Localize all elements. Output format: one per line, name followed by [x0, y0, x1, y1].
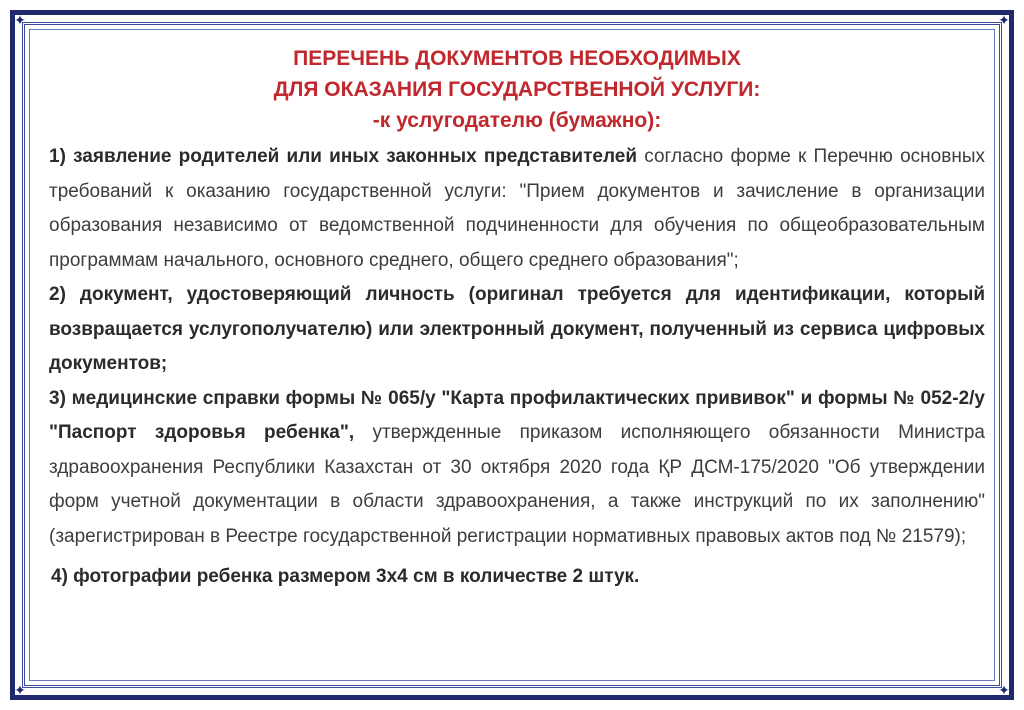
list-item-3 — [49, 382, 985, 555]
page-title-line1: ПЕРЕЧЕНЬ ДОКУМЕНТОВ НЕОБХОДИМЫХ — [293, 47, 741, 70]
item-4-bold: 4) фотографии ребенка размером 3х4 см в количестве 2 штук. — [51, 566, 640, 587]
item-3-bold: 3) медицинские справки формы № 065/у "Карта профилактических прививок" и формы № 052-2/у "Паспорт здоровья ребенка", — [49, 387, 985, 443]
item-1-text: согласно форме к Перечню основных требований к оказанию государственной услуги: "Прием документов и зачисление в организации образования независимо от ведомственной подчиненности для обучения по общеобразовательным программам начального, основного среднего, общего среднего образования"; — [49, 146, 985, 271]
list-item-4 — [49, 560, 985, 595]
page-subtitle: -к услугодателю (бумажно): — [372, 109, 662, 132]
page-title-line2: ДЛЯ ОКАЗАНИЯ ГОСУДАРСТВЕННОЙ УСЛУГИ: — [273, 78, 761, 101]
item-3-text: утвержденные приказом исполняющего обязанности Министра здравоохранения Республики Казахстан от 30 октября 2020 года ҚР ДСМ-175/2020 "Об утверждении форм учетной документации в области здравоохранения, а также инструкций по их заполнению" (зарегистрирован в Реестре государственной регистрации нормативных правовых актов под № 21579); — [49, 422, 985, 547]
list-item-1 — [49, 140, 985, 278]
item-2-bold: 2) документ, удостоверяющий личность (оригинал требуется для идентификации, который возвращается услугополучателю) или электронный документ, полученный из сервиса цифровых документов; — [49, 284, 985, 374]
corner-ornament-icon: ✦ — [998, 12, 1010, 28]
corner-ornament-icon: ✦ — [14, 682, 26, 698]
list-item-2 — [49, 278, 985, 382]
document-frame — [10, 10, 1014, 700]
item-1-bold: 1) заявление родителей или иных законных представителей — [49, 146, 638, 167]
document-content — [49, 43, 985, 595]
corner-ornament-icon: ✦ — [998, 682, 1010, 698]
corner-ornament-icon: ✦ — [14, 12, 26, 28]
